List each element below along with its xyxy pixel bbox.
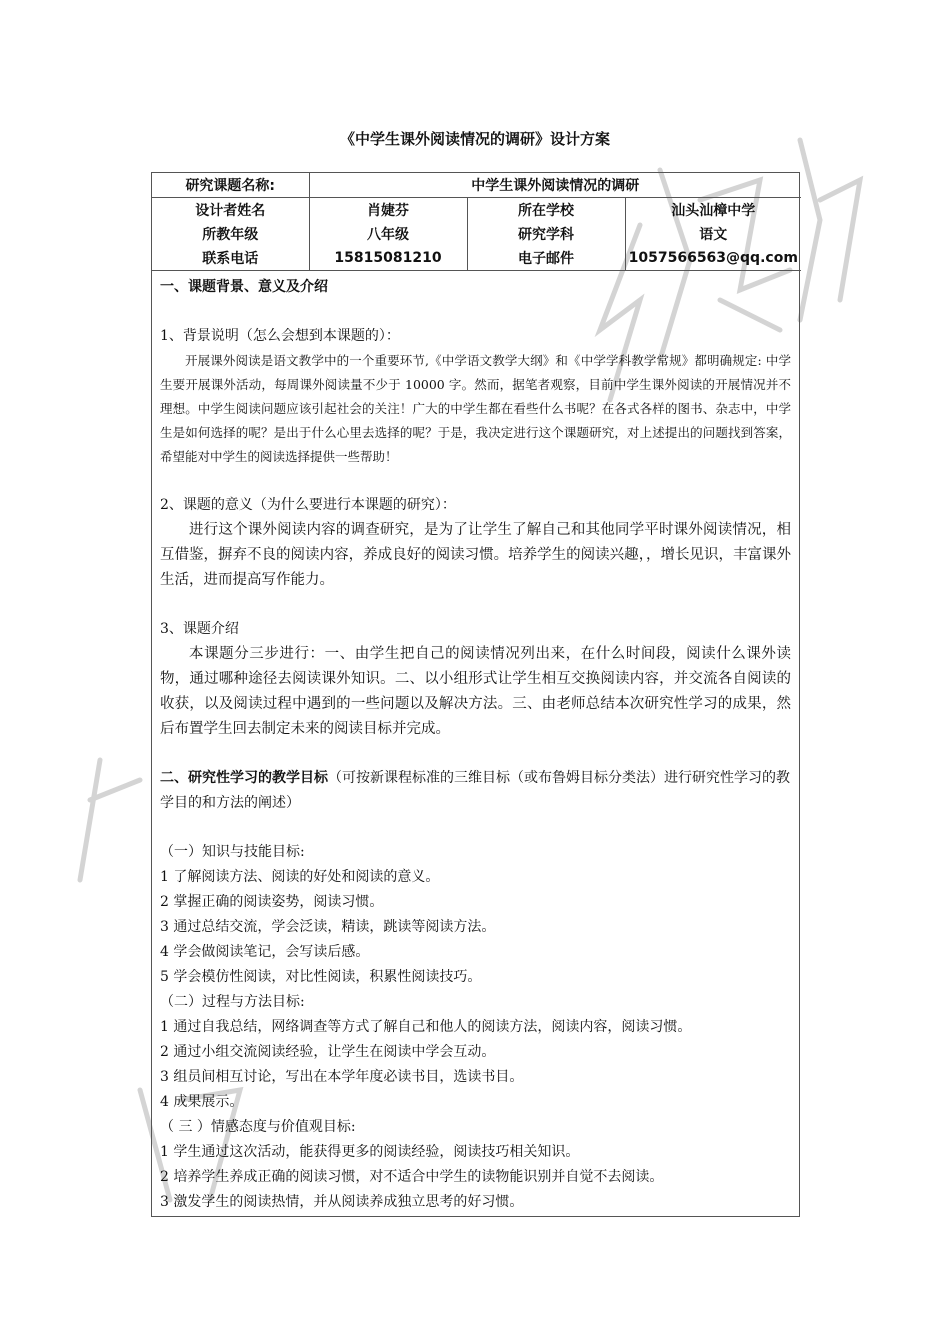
section2-heading: [160, 766, 791, 816]
info-table: [152, 173, 801, 271]
email-value: 1057566563@qq.com: [625, 246, 801, 271]
grade-value: 八年级: [309, 222, 467, 246]
list-item: 3 通过总结交流，学会泛读，精读，跳读等阅读方法。: [160, 919, 496, 935]
designer-label: 设计者姓名: [152, 198, 309, 223]
intro-text: 本课题分三步进行：一、由学生把自己的阅读情况列出来，在什么时间段，阅读什么课外读物，通过哪种途径去阅读课外知识。二、以小组形式让学生相互交换阅读内容，并交流各自阅读的收获，以及阅读过程中遇到的一些问题以及解决方法。三、由老师总结本次研究性学习的成果，然后布置学生回去制定未来的阅读目标并完成。: [160, 646, 791, 737]
phone-value: 15815081210: [309, 246, 467, 271]
meaning-text: 进行这个课外阅读内容的调查研究，是为了让学生了解自己和其他同学平时课外阅读情况，相互借鉴，摒弃不良的阅读内容，养成良好的阅读习惯。培养学生的阅读兴趣，，增长见识，丰富课外生活，进而提高写作能力。: [160, 522, 791, 588]
topic-value: 中学生课外阅读情况的调研: [309, 173, 801, 198]
intro-title: 3、课题介绍: [160, 621, 239, 637]
list-item: 2 通过小组交流阅读经验，让学生在阅读中学会互动。: [160, 1044, 496, 1060]
list-item: 1 学生通过这次活动，能获得更多的阅读经验，阅读技巧相关知识。: [160, 1144, 580, 1160]
group2-title: （二）过程与方法目标:: [160, 994, 305, 1010]
section1-heading: 一、课题背景、意义及介绍: [160, 279, 328, 295]
background-text: 开展课外阅读是语文教学中的一个重要环节,《中学语文教学大纲》和《中学学科教学常规》都明确规定: 中学生要开展课外活动，每周课外阅读量不少于 10000 字。然而，据笔者观察，目前中学生课外阅读的开展情况并不理想。中学生阅读问题应该引起社会的关注！广大的中学生都在看些什么书呢？在各式各样的图书、杂志中，中学生是如何选择的呢？是出于什么心里去选择的呢？于是，我决定进行这个课题研究，对上述提出的问题找到答案，希望能对中学生的阅读选择提供一些帮助！: [160, 353, 791, 464]
list-item: 4 成果展示。: [160, 1094, 244, 1110]
group1-title: （一）知识与技能目标:: [160, 844, 305, 860]
table-row: [152, 222, 801, 246]
group3-title: （ 三 ）情感态度与价值观目标:: [160, 1119, 356, 1135]
list-item: 2 培养学生养成正确的阅读习惯，对不适合中学生的读物能识别并自觉不去阅读。: [160, 1169, 664, 1185]
list-item: 3 激发学生的阅读热情，并从阅读养成独立思考的好习惯。: [160, 1194, 524, 1210]
list-item: 5 学会模仿性阅读，对比性阅读，积累性阅读技巧。: [160, 969, 482, 985]
table-row: [152, 246, 801, 271]
phone-label: 联系电话: [152, 246, 309, 271]
school-label: 所在学校: [467, 198, 625, 223]
section2-heading-bold: 二、研究性学习的教学目标: [160, 770, 328, 786]
list-item: 1 通过自我总结，网络调查等方式了解自己和他人的阅读方法，阅读内容，阅读习惯。: [160, 1019, 692, 1035]
section2-heading-rest: （可按新课程标准的三维目标（或布鲁姆目标分类法）进行研究性学习的教学目的和方法的阐述）: [160, 770, 790, 811]
email-label: 电子邮件: [467, 246, 625, 271]
subject-value: 语文: [699, 227, 728, 243]
content-body: [152, 275, 799, 1215]
table-row: [152, 173, 801, 198]
design-form: [151, 172, 800, 1217]
list-item: 4 学会做阅读笔记，会写读后感。: [160, 944, 370, 960]
designer-value: 肖婕芬: [309, 198, 467, 223]
topic-label: 研究课题名称:: [152, 173, 309, 198]
grade-label: 所教年级: [152, 222, 309, 246]
list-item: 1 了解阅读方法、阅读的好处和阅读的意义。: [160, 869, 440, 885]
school-value: 汕头汕樟中学: [671, 203, 756, 219]
subject-label: 研究学科: [467, 222, 625, 246]
background-title: 1、背景说明（怎么会想到本课题的）：: [160, 328, 400, 344]
meaning-title: 2、课题的意义（为什么要进行本课题的研究）：: [160, 497, 456, 513]
list-item: 2 掌握正确的阅读姿势，阅读习惯。: [160, 894, 384, 910]
table-row: [152, 198, 801, 223]
list-item: 3 组员间相互讨论，写出在本学年度必读书目，选读书目。: [160, 1069, 524, 1085]
page-title: 《中学生课外阅读情况的调研》设计方案: [339, 130, 610, 148]
